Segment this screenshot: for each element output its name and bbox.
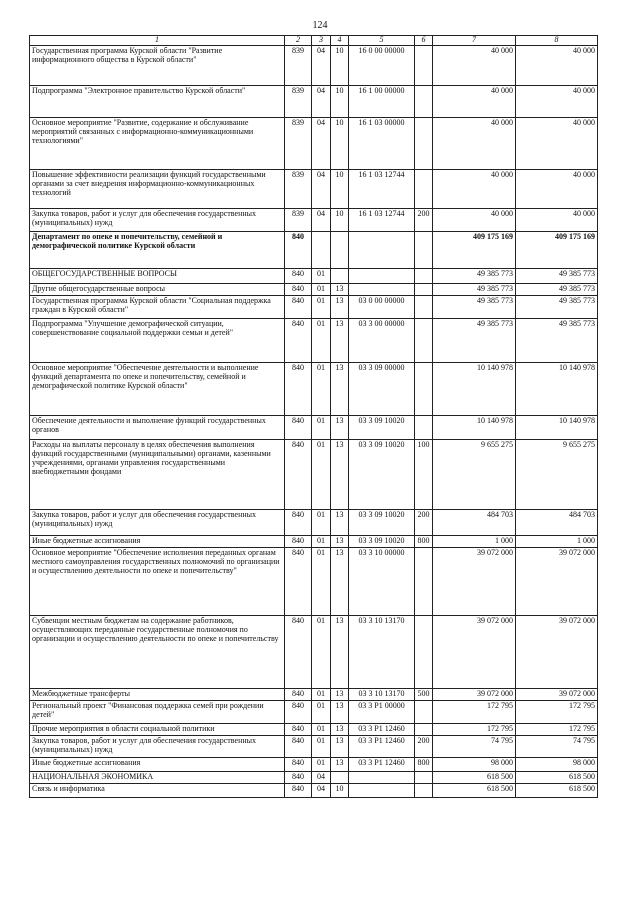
row-expense-type: 200: [415, 509, 433, 535]
row-expense-type: 800: [415, 535, 433, 547]
row-name: Межбюджетные трансферты: [30, 688, 285, 700]
row-article: [349, 783, 415, 797]
row-subsection: 10: [331, 783, 349, 797]
row-amount-2: 39 072 000: [516, 688, 598, 700]
row-code: 839: [285, 208, 312, 231]
row-name: Субвенции местным бюджетам на содержание работников, осуществляющих переданные государственные полномочия по организации и осуществлению деятельности по опеке и попечительству: [30, 615, 285, 688]
row-article: 16 1 00 00000: [349, 85, 415, 117]
row-subsection: 13: [331, 439, 349, 509]
row-amount-2: 49 385 773: [516, 268, 598, 283]
row-code: 840: [285, 688, 312, 700]
row-amount-1: 49 385 773: [433, 283, 516, 295]
row-amount-2: 618 500: [516, 771, 598, 783]
row-article: 03 3 P1 12460: [349, 735, 415, 757]
row-name: Основное мероприятие "Обеспечение исполнения переданных органам местного самоуправления государственных полномочий по организации и осуществлению деятельности по опеке и попечительству": [30, 547, 285, 615]
row-section: 04: [312, 208, 331, 231]
row-expense-type: 100: [415, 439, 433, 509]
row-name: Повышение эффективности реализации функций государственными органами за счет внедрения информационно-коммуникационных технологий: [30, 169, 285, 208]
row-amount-1: 409 175 169: [433, 231, 516, 268]
table-row: [30, 208, 598, 231]
row-subsection: 13: [331, 295, 349, 318]
row-name: Обеспечение деятельности и выполнение функций государственных органов: [30, 415, 285, 439]
row-expense-type: [415, 318, 433, 362]
row-article: 03 0 00 00000: [349, 295, 415, 318]
row-subsection: 13: [331, 535, 349, 547]
row-amount-2: 49 385 773: [516, 283, 598, 295]
row-amount-1: 10 140 978: [433, 415, 516, 439]
row-subsection: 10: [331, 208, 349, 231]
table-row: [30, 439, 598, 509]
row-subsection: 13: [331, 688, 349, 700]
table-row: [30, 268, 598, 283]
row-article: 03 3 10 13170: [349, 688, 415, 700]
row-section: 01: [312, 688, 331, 700]
row-article: 03 3 00 00000: [349, 318, 415, 362]
row-amount-2: 618 500: [516, 783, 598, 797]
column-header: 3: [312, 36, 331, 46]
table-row: [30, 117, 598, 169]
row-section: 01: [312, 615, 331, 688]
row-article: [349, 231, 415, 268]
row-amount-1: 39 072 000: [433, 615, 516, 688]
row-expense-type: [415, 615, 433, 688]
table-row: [30, 362, 598, 415]
row-section: 01: [312, 757, 331, 771]
row-amount-1: 10 140 978: [433, 362, 516, 415]
row-expense-type: [415, 283, 433, 295]
row-name: Расходы на выплаты персоналу в целях обеспечения выполнения функций государственными (муниципальными) органами, казенными учреждениями, органами управления государственными внебюджетными фондами: [30, 439, 285, 509]
row-section: 01: [312, 439, 331, 509]
row-amount-2: 40 000: [516, 85, 598, 117]
row-code: 840: [285, 362, 312, 415]
row-article: 16 1 03 12744: [349, 169, 415, 208]
row-name: Связь и информатика: [30, 783, 285, 797]
table-row: [30, 688, 598, 700]
row-expense-type: [415, 547, 433, 615]
page-number: 124: [312, 20, 328, 31]
row-amount-1: 40 000: [433, 169, 516, 208]
row-amount-1: 39 072 000: [433, 688, 516, 700]
row-amount-1: 49 385 773: [433, 318, 516, 362]
row-subsection: 13: [331, 735, 349, 757]
row-article: 03 3 09 10020: [349, 439, 415, 509]
row-subsection: 13: [331, 757, 349, 771]
table-row: [30, 45, 598, 85]
row-code: 840: [285, 283, 312, 295]
row-amount-2: 172 795: [516, 723, 598, 735]
row-amount-2: 9 655 275: [516, 439, 598, 509]
row-amount-1: 172 795: [433, 723, 516, 735]
row-expense-type: [415, 415, 433, 439]
row-amount-1: 49 385 773: [433, 295, 516, 318]
row-section: 04: [312, 45, 331, 85]
row-expense-type: [415, 295, 433, 318]
row-subsection: 13: [331, 615, 349, 688]
table-row: [30, 535, 598, 547]
table-row: [30, 415, 598, 439]
row-amount-1: 172 795: [433, 700, 516, 723]
row-subsection: 13: [331, 415, 349, 439]
row-amount-2: 40 000: [516, 117, 598, 169]
row-code: 839: [285, 117, 312, 169]
row-amount-1: 49 385 773: [433, 268, 516, 283]
row-section: 01: [312, 723, 331, 735]
row-name: Закупка товаров, работ и услуг для обеспечения государственных (муниципальных) нужд: [30, 735, 285, 757]
row-name: Подпрограмма "Электронное правительство Курской области": [30, 85, 285, 117]
row-code: 840: [285, 509, 312, 535]
row-section: 04: [312, 117, 331, 169]
row-name: Иные бюджетные ассигнования: [30, 757, 285, 771]
row-article: 03 3 09 00000: [349, 362, 415, 415]
table-row: [30, 169, 598, 208]
row-name: Региональный проект "Финансовая поддержка семей при рождении детей": [30, 700, 285, 723]
column-header: 2: [285, 36, 312, 46]
row-expense-type: [415, 771, 433, 783]
table-row: [30, 615, 598, 688]
row-subsection: 13: [331, 318, 349, 362]
row-amount-2: 10 140 978: [516, 415, 598, 439]
table-row: [30, 85, 598, 117]
row-amount-1: 98 000: [433, 757, 516, 771]
row-code: 840: [285, 415, 312, 439]
row-amount-2: 39 072 000: [516, 547, 598, 615]
row-name: Департамент по опеке и попечительству, семейной и демографической политике Курской области: [30, 231, 285, 268]
row-subsection: 10: [331, 45, 349, 85]
row-expense-type: 200: [415, 208, 433, 231]
row-name: Государственная программа Курской области "Социальная поддержка граждан в Курской области": [30, 295, 285, 318]
row-subsection: [331, 268, 349, 283]
row-article: 03 3 P1 12460: [349, 757, 415, 771]
row-expense-type: 500: [415, 688, 433, 700]
row-subsection: 13: [331, 700, 349, 723]
row-amount-1: 40 000: [433, 208, 516, 231]
row-name: ОБЩЕГОСУДАРСТВЕННЫЕ ВОПРОСЫ: [30, 268, 285, 283]
row-amount-2: 484 703: [516, 509, 598, 535]
table-body: [30, 45, 598, 797]
table-row: [30, 723, 598, 735]
row-article: 03 3 10 00000: [349, 547, 415, 615]
row-amount-2: 49 385 773: [516, 318, 598, 362]
table-row: [30, 295, 598, 318]
table-row: [30, 757, 598, 771]
row-amount-2: 40 000: [516, 208, 598, 231]
row-name: НАЦИОНАЛЬНАЯ ЭКОНОМИКА: [30, 771, 285, 783]
row-name: Основное мероприятие "Развитие, содержание и обслуживание мероприятий связанных с информационно-коммуникационными технологиями": [30, 117, 285, 169]
table-row: [30, 771, 598, 783]
row-amount-1: 40 000: [433, 85, 516, 117]
column-header: 7: [433, 36, 516, 46]
row-code: 840: [285, 735, 312, 757]
row-code: 839: [285, 45, 312, 85]
row-code: 840: [285, 771, 312, 783]
row-amount-1: 618 500: [433, 783, 516, 797]
row-section: [312, 231, 331, 268]
row-code: 840: [285, 783, 312, 797]
column-header: 5: [349, 36, 415, 46]
row-subsection: 10: [331, 85, 349, 117]
table-row: [30, 547, 598, 615]
row-article: 03 3 P1 00000: [349, 700, 415, 723]
row-section: 01: [312, 283, 331, 295]
table-row: [30, 283, 598, 295]
column-header-row: [30, 36, 598, 46]
row-code: 840: [285, 723, 312, 735]
row-expense-type: [415, 783, 433, 797]
row-subsection: 13: [331, 362, 349, 415]
row-code: 839: [285, 85, 312, 117]
table-row: [30, 700, 598, 723]
row-expense-type: [415, 169, 433, 208]
row-amount-2: 40 000: [516, 45, 598, 85]
row-section: 01: [312, 509, 331, 535]
row-code: 840: [285, 268, 312, 283]
row-expense-type: [415, 85, 433, 117]
budget-table: [29, 35, 598, 798]
row-section: 04: [312, 771, 331, 783]
row-amount-2: 1 000: [516, 535, 598, 547]
row-article: 03 3 10 13170: [349, 615, 415, 688]
column-header: 1: [30, 36, 285, 46]
row-code: 840: [285, 547, 312, 615]
row-amount-1: 74 795: [433, 735, 516, 757]
row-amount-2: 49 385 773: [516, 295, 598, 318]
row-code: 840: [285, 757, 312, 771]
row-section: 01: [312, 268, 331, 283]
row-amount-1: 1 000: [433, 535, 516, 547]
row-name: Другие общегосударственные вопросы: [30, 283, 285, 295]
row-amount-2: 39 072 000: [516, 615, 598, 688]
row-expense-type: [415, 362, 433, 415]
row-expense-type: 800: [415, 757, 433, 771]
row-subsection: 13: [331, 509, 349, 535]
row-name: Основное мероприятие "Обеспечение деятельности и выполнение функций департамента по опеке и попечительству, семейной и демографической политике Курской области": [30, 362, 285, 415]
row-amount-1: 40 000: [433, 117, 516, 169]
row-name: Закупка товаров, работ и услуг для обеспечения государственных (муниципальных) нужд: [30, 208, 285, 231]
row-code: 840: [285, 615, 312, 688]
table-row: [30, 231, 598, 268]
row-amount-1: 484 703: [433, 509, 516, 535]
row-article: [349, 283, 415, 295]
table-row: [30, 783, 598, 797]
row-expense-type: [415, 268, 433, 283]
row-article: 16 0 00 00000: [349, 45, 415, 85]
row-code: 840: [285, 700, 312, 723]
row-amount-2: 98 000: [516, 757, 598, 771]
row-subsection: 13: [331, 547, 349, 615]
row-subsection: [331, 771, 349, 783]
row-article: 03 3 P1 12460: [349, 723, 415, 735]
row-section: 01: [312, 535, 331, 547]
row-amount-1: 40 000: [433, 45, 516, 85]
row-amount-2: 409 175 169: [516, 231, 598, 268]
row-section: 01: [312, 295, 331, 318]
row-expense-type: [415, 45, 433, 85]
row-subsection: 13: [331, 283, 349, 295]
row-amount-1: 618 500: [433, 771, 516, 783]
row-section: 04: [312, 783, 331, 797]
row-code: 839: [285, 169, 312, 208]
row-subsection: [331, 231, 349, 268]
row-section: 01: [312, 735, 331, 757]
row-article: 16 1 03 00000: [349, 117, 415, 169]
row-amount-1: 39 072 000: [433, 547, 516, 615]
row-name: Прочие мероприятия в области социальной политики: [30, 723, 285, 735]
row-section: 04: [312, 169, 331, 208]
row-code: 840: [285, 439, 312, 509]
row-expense-type: [415, 700, 433, 723]
row-name: Государственная программа Курской области "Развитие информационного общества в Курской области": [30, 45, 285, 85]
row-amount-2: 40 000: [516, 169, 598, 208]
row-amount-2: 74 795: [516, 735, 598, 757]
row-section: 01: [312, 547, 331, 615]
row-subsection: 13: [331, 723, 349, 735]
column-header: 8: [516, 36, 598, 46]
row-subsection: 10: [331, 169, 349, 208]
row-code: 840: [285, 295, 312, 318]
row-amount-2: 172 795: [516, 700, 598, 723]
row-expense-type: [415, 723, 433, 735]
row-name: Закупка товаров, работ и услуг для обеспечения государственных (муниципальных) нужд: [30, 509, 285, 535]
row-amount-1: 9 655 275: [433, 439, 516, 509]
row-article: [349, 268, 415, 283]
row-subsection: 10: [331, 117, 349, 169]
row-section: 01: [312, 415, 331, 439]
row-code: 840: [285, 535, 312, 547]
row-section: 01: [312, 362, 331, 415]
column-header: 4: [331, 36, 349, 46]
row-article: 03 3 09 10020: [349, 415, 415, 439]
table-row: [30, 318, 598, 362]
row-article: 16 1 03 12744: [349, 208, 415, 231]
table-row: [30, 509, 598, 535]
row-expense-type: [415, 231, 433, 268]
row-code: 840: [285, 318, 312, 362]
row-section: 04: [312, 85, 331, 117]
row-section: 01: [312, 700, 331, 723]
table-row: [30, 735, 598, 757]
row-expense-type: 200: [415, 735, 433, 757]
row-amount-2: 10 140 978: [516, 362, 598, 415]
row-article: 03 3 09 10020: [349, 509, 415, 535]
row-section: 01: [312, 318, 331, 362]
column-header: 6: [415, 36, 433, 46]
row-name: Иные бюджетные ассигнования: [30, 535, 285, 547]
row-name: Подпрограмма "Улучшение демографической ситуации, совершенствование социальной поддержки семьи и детей": [30, 318, 285, 362]
row-expense-type: [415, 117, 433, 169]
row-article: [349, 771, 415, 783]
row-article: 03 3 09 10020: [349, 535, 415, 547]
row-code: 840: [285, 231, 312, 268]
